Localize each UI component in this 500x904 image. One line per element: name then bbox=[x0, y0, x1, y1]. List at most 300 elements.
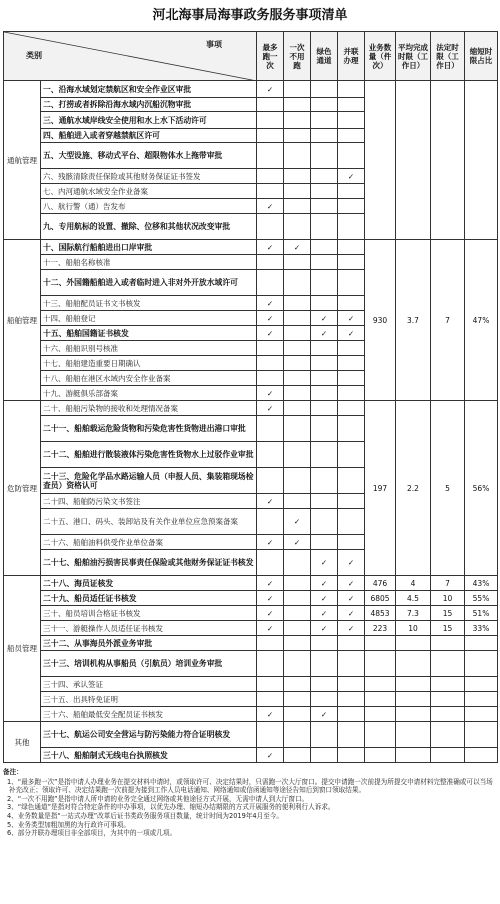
check-mark-icon: ✓ bbox=[320, 313, 328, 323]
item-cell: 二十九、船员适任证书核发 bbox=[41, 591, 257, 606]
check-mark-icon: ✓ bbox=[266, 593, 274, 603]
item-cell: 二十三、危险化学品水路运输人员（申报人员、集装箱现场检查员）资格认可 bbox=[41, 468, 257, 494]
check-cell bbox=[311, 98, 338, 112]
item-cell: 九、专用航标的设置、撤除、位移和其他状况改变审批 bbox=[41, 214, 257, 240]
check-cell bbox=[338, 143, 365, 169]
check-mark-icon: ✓ bbox=[266, 578, 274, 588]
stat-legal: 7 bbox=[431, 576, 465, 591]
check-mark-icon: ✓ bbox=[266, 750, 274, 760]
table-row bbox=[4, 748, 498, 763]
check-cell bbox=[311, 677, 338, 692]
check-cell bbox=[284, 442, 311, 468]
stat-legal bbox=[431, 692, 465, 707]
check-cell bbox=[284, 722, 311, 748]
check-cell bbox=[284, 270, 311, 296]
check-cell bbox=[311, 311, 338, 326]
header-col-2: 一次不用跑 bbox=[284, 32, 311, 81]
check-cell bbox=[257, 255, 284, 270]
check-cell bbox=[257, 535, 284, 550]
check-mark-icon: ✓ bbox=[266, 298, 274, 308]
check-cell bbox=[311, 129, 338, 143]
check-cell bbox=[284, 576, 311, 591]
header-category: 类别 bbox=[26, 51, 42, 60]
check-mark-icon: ✓ bbox=[347, 593, 355, 603]
stat-count bbox=[365, 707, 396, 722]
stat-ratio bbox=[465, 81, 498, 240]
item-cell: 二十四、船舶防污染文书签注 bbox=[41, 494, 257, 509]
check-cell bbox=[311, 494, 338, 509]
check-cell bbox=[284, 621, 311, 636]
note-item: 5、业务类型加粗加黑的为行政许可事项。 bbox=[7, 820, 130, 829]
category-cell: 通航管理 bbox=[4, 81, 41, 240]
item-cell: 三十、船员培训合格证书核发 bbox=[41, 606, 257, 621]
stat-avg bbox=[396, 707, 431, 722]
check-cell bbox=[338, 636, 365, 651]
check-cell bbox=[257, 722, 284, 748]
category-cell: 船舶管理 bbox=[4, 240, 41, 401]
check-mark-icon: ✓ bbox=[347, 608, 355, 618]
check-cell bbox=[284, 98, 311, 112]
check-cell bbox=[257, 468, 284, 494]
table-row bbox=[4, 707, 498, 722]
check-mark-icon: ✓ bbox=[347, 578, 355, 588]
check-cell bbox=[284, 651, 311, 677]
stat-ratio bbox=[465, 651, 498, 677]
check-cell bbox=[338, 326, 365, 341]
notes-label: 备注： bbox=[3, 768, 23, 776]
header-col-7: 法定时限（工作日） bbox=[431, 32, 465, 81]
check-cell bbox=[284, 199, 311, 214]
header-col-3: 绿色通道 bbox=[311, 32, 338, 81]
table-row bbox=[4, 401, 498, 416]
check-cell bbox=[338, 356, 365, 371]
check-cell bbox=[338, 341, 365, 356]
check-mark-icon: ✓ bbox=[347, 558, 355, 567]
stat-avg: 7.3 bbox=[396, 606, 431, 621]
stat-legal: 15 bbox=[431, 606, 465, 621]
check-cell bbox=[311, 442, 338, 468]
stat-ratio: 47% bbox=[465, 240, 498, 401]
table-row bbox=[4, 606, 498, 621]
check-cell bbox=[284, 129, 311, 143]
check-cell bbox=[311, 270, 338, 296]
item-cell: 十七、船舶建造重要日期确认 bbox=[41, 356, 257, 371]
stat-ratio bbox=[465, 707, 498, 722]
check-mark-icon: ✓ bbox=[266, 623, 274, 633]
item-cell: 二十七、船舶油污损害民事责任保险或其他财务保证证书核发 bbox=[41, 550, 257, 576]
check-cell bbox=[284, 535, 311, 550]
item-cell: 三十一、游艇操作人员适任证书核发 bbox=[41, 621, 257, 636]
stat-avg: 10 bbox=[396, 621, 431, 636]
check-cell bbox=[284, 255, 311, 270]
table-row bbox=[4, 692, 498, 707]
item-cell: 八、航行警（通）告发布 bbox=[41, 199, 257, 214]
check-cell bbox=[338, 98, 365, 112]
check-mark-icon: ✓ bbox=[347, 328, 355, 338]
check-mark-icon: ✓ bbox=[266, 388, 274, 398]
check-cell bbox=[257, 442, 284, 468]
header-category-item bbox=[4, 32, 257, 81]
check-cell bbox=[257, 326, 284, 341]
category-cell: 船员管理 bbox=[4, 576, 41, 722]
check-mark-icon: ✓ bbox=[320, 558, 328, 567]
check-cell bbox=[284, 386, 311, 401]
check-cell bbox=[338, 214, 365, 240]
check-cell bbox=[284, 112, 311, 129]
table-row bbox=[4, 81, 498, 98]
check-cell bbox=[311, 722, 338, 748]
stat-count bbox=[365, 636, 396, 651]
check-mark-icon: ✓ bbox=[320, 608, 328, 618]
check-cell bbox=[338, 169, 365, 184]
category-cell: 危防管理 bbox=[4, 401, 41, 576]
item-cell: 二十五、港口、码头、装卸站及有关作业单位应急预案备案 bbox=[41, 509, 257, 535]
notes bbox=[3, 768, 497, 838]
check-cell bbox=[257, 576, 284, 591]
check-cell bbox=[311, 240, 338, 255]
check-cell bbox=[257, 184, 284, 199]
item-cell: 十一、船舶名称核准 bbox=[41, 255, 257, 270]
check-cell bbox=[284, 371, 311, 386]
table-row bbox=[4, 722, 498, 748]
stat-legal: 5 bbox=[431, 401, 465, 576]
check-cell bbox=[257, 606, 284, 621]
check-mark-icon: ✓ bbox=[320, 578, 328, 588]
check-cell bbox=[284, 591, 311, 606]
note-item: 2、“一次不用跑”是指申请人所申请的业务完全通过网络或其他途径方式开展，无需申请人到大厅窗口。 bbox=[7, 794, 309, 803]
stat-avg bbox=[396, 748, 431, 763]
check-cell bbox=[338, 442, 365, 468]
table-row bbox=[4, 677, 498, 692]
item-cell: 三十三、培训机构从事船员（引航员）培训业务审批 bbox=[41, 651, 257, 677]
check-mark-icon: ✓ bbox=[320, 709, 328, 719]
item-cell: 十三、船舶配员证书文书核发 bbox=[41, 296, 257, 311]
item-cell: 三十六、船舶最低安全配员证书核发 bbox=[41, 707, 257, 722]
check-cell bbox=[311, 356, 338, 371]
stat-ratio bbox=[465, 677, 498, 692]
item-cell: 十六、船舶识别号核准 bbox=[41, 341, 257, 356]
check-cell bbox=[338, 748, 365, 763]
check-cell bbox=[338, 255, 365, 270]
note-item: 1、“最多跑一次”是指申请人办理业务在提交材料申请时，或领取许可、决定结果时，只需跑一次大厅窗口。提交申请跑一次前提为所提交申请材料完整准确或可以当场补充改正；领取许可、决定结果跑一次前提为接到工作人员电话通知、网络通知或信函通知等途径告知后到窗口领取结果。 bbox=[7, 777, 493, 795]
header-col-4: 并联办理 bbox=[338, 32, 365, 81]
check-cell bbox=[338, 199, 365, 214]
stat-ratio bbox=[465, 748, 498, 763]
stat-ratio bbox=[465, 722, 498, 748]
table-row bbox=[4, 591, 498, 606]
check-cell bbox=[311, 748, 338, 763]
stat-ratio: 43% bbox=[465, 576, 498, 591]
check-cell bbox=[311, 214, 338, 240]
stat-ratio bbox=[465, 692, 498, 707]
check-cell bbox=[311, 535, 338, 550]
check-mark-icon: ✓ bbox=[266, 84, 274, 94]
check-cell bbox=[257, 270, 284, 296]
item-cell: 二、打捞或者拆除沿海水域内沉船沉物审批 bbox=[41, 98, 257, 112]
item-cell: 五、大型设施、移动式平台、超限物体水上拖带审批 bbox=[41, 143, 257, 169]
check-cell bbox=[338, 677, 365, 692]
stat-ratio bbox=[465, 636, 498, 651]
check-cell bbox=[284, 341, 311, 356]
item-cell: 二十一、船舶载运危险货物和污染危害性货物进出港口审批 bbox=[41, 416, 257, 442]
check-cell bbox=[284, 401, 311, 416]
item-cell: 三十二、从事海员外派业务审批 bbox=[41, 636, 257, 651]
item-cell: 三十四、承认签证 bbox=[41, 677, 257, 692]
check-cell bbox=[338, 535, 365, 550]
item-cell: 十、国际航行船舶进出口岸审批 bbox=[41, 240, 257, 255]
stat-count bbox=[365, 651, 396, 677]
stat-count: 476 bbox=[365, 576, 396, 591]
stat-legal: 15 bbox=[431, 621, 465, 636]
check-mark-icon: ✓ bbox=[293, 517, 301, 526]
check-cell bbox=[257, 341, 284, 356]
check-cell bbox=[284, 509, 311, 535]
item-cell: 二十、船舶污染物的接收和处理情况备案 bbox=[41, 401, 257, 416]
check-mark-icon: ✓ bbox=[266, 242, 274, 252]
check-cell bbox=[311, 576, 338, 591]
check-mark-icon: ✓ bbox=[347, 313, 355, 323]
item-cell: 二十二、船舶进行散装液体污染危害性货物水上过驳作业审批 bbox=[41, 442, 257, 468]
check-mark-icon: ✓ bbox=[266, 537, 274, 547]
check-cell bbox=[257, 550, 284, 576]
service-table bbox=[3, 31, 498, 763]
check-cell bbox=[311, 296, 338, 311]
check-cell bbox=[311, 468, 338, 494]
item-cell: 二十八、海员证核发 bbox=[41, 576, 257, 591]
check-cell bbox=[311, 606, 338, 621]
check-cell bbox=[257, 707, 284, 722]
check-mark-icon: ✓ bbox=[320, 328, 328, 338]
check-cell bbox=[338, 81, 365, 98]
stat-avg: 2.2 bbox=[396, 401, 431, 576]
check-cell bbox=[257, 81, 284, 98]
check-cell bbox=[284, 748, 311, 763]
check-cell bbox=[284, 692, 311, 707]
check-cell bbox=[257, 386, 284, 401]
check-cell bbox=[284, 677, 311, 692]
check-cell bbox=[257, 494, 284, 509]
stat-avg bbox=[396, 692, 431, 707]
table-row bbox=[4, 636, 498, 651]
header-col-5: 业务数量（件次） bbox=[365, 32, 396, 81]
table-row bbox=[4, 621, 498, 636]
check-cell bbox=[338, 371, 365, 386]
check-cell bbox=[311, 621, 338, 636]
item-cell: 三、通航水域岸线安全使用和水上水下活动许可 bbox=[41, 112, 257, 129]
check-cell bbox=[284, 494, 311, 509]
header-col-8: 缩短时限占比 bbox=[465, 32, 498, 81]
check-cell bbox=[257, 311, 284, 326]
item-cell: 三十七、航运公司安全营运与防污染能力符合证明核发 bbox=[41, 722, 257, 748]
check-mark-icon: ✓ bbox=[293, 537, 301, 547]
check-cell bbox=[311, 341, 338, 356]
stat-ratio: 55% bbox=[465, 591, 498, 606]
stat-legal bbox=[431, 748, 465, 763]
check-cell bbox=[311, 550, 338, 576]
check-cell bbox=[338, 311, 365, 326]
check-cell bbox=[311, 386, 338, 401]
check-mark-icon: ✓ bbox=[266, 403, 274, 413]
check-cell bbox=[257, 296, 284, 311]
check-mark-icon: ✓ bbox=[320, 593, 328, 603]
check-cell bbox=[338, 494, 365, 509]
item-cell: 七、内河通航水域安全作业备案 bbox=[41, 184, 257, 199]
item-cell: 三十五、出具特免证明 bbox=[41, 692, 257, 707]
check-cell bbox=[338, 722, 365, 748]
check-cell bbox=[284, 416, 311, 442]
check-mark-icon: ✓ bbox=[266, 496, 274, 506]
item-cell: 十四、船舶登记 bbox=[41, 311, 257, 326]
check-cell bbox=[257, 98, 284, 112]
table-row bbox=[4, 576, 498, 591]
check-cell bbox=[257, 591, 284, 606]
stat-count bbox=[365, 722, 396, 748]
check-cell bbox=[257, 748, 284, 763]
check-cell bbox=[311, 184, 338, 199]
stat-legal bbox=[431, 651, 465, 677]
item-cell: 二十六、船舶油料供受作业单位备案 bbox=[41, 535, 257, 550]
stat-count: 4853 bbox=[365, 606, 396, 621]
stat-avg bbox=[396, 722, 431, 748]
check-cell bbox=[338, 270, 365, 296]
stat-avg: 3.7 bbox=[396, 240, 431, 401]
check-cell bbox=[257, 199, 284, 214]
check-cell bbox=[311, 692, 338, 707]
stat-avg bbox=[396, 677, 431, 692]
check-cell bbox=[311, 255, 338, 270]
check-cell bbox=[257, 356, 284, 371]
check-mark-icon: ✓ bbox=[266, 201, 274, 211]
header-item: 事项 bbox=[206, 40, 222, 49]
check-cell bbox=[257, 636, 284, 651]
check-cell bbox=[257, 692, 284, 707]
check-cell bbox=[311, 199, 338, 214]
check-cell bbox=[338, 621, 365, 636]
check-cell bbox=[284, 240, 311, 255]
check-mark-icon: ✓ bbox=[266, 328, 274, 338]
check-cell bbox=[338, 129, 365, 143]
check-cell bbox=[284, 606, 311, 621]
check-cell bbox=[338, 550, 365, 576]
note-item: 4、业务数量是指“一站式办理”改革后证书类政务服务项目数量，统计时间为2019年4月至今。 bbox=[7, 811, 283, 820]
item-cell: 十九、游艇俱乐部备案 bbox=[41, 386, 257, 401]
item-cell: 十五、船舶国籍证书核发 bbox=[41, 326, 257, 341]
table-row bbox=[4, 651, 498, 677]
stat-legal bbox=[431, 81, 465, 240]
check-cell bbox=[284, 311, 311, 326]
check-cell bbox=[338, 296, 365, 311]
stat-avg bbox=[396, 636, 431, 651]
stat-avg bbox=[396, 651, 431, 677]
check-cell bbox=[257, 509, 284, 535]
check-cell bbox=[311, 651, 338, 677]
stat-legal: 7 bbox=[431, 240, 465, 401]
check-cell bbox=[338, 468, 365, 494]
check-cell bbox=[284, 296, 311, 311]
check-cell bbox=[284, 356, 311, 371]
check-cell bbox=[284, 184, 311, 199]
stat-legal bbox=[431, 707, 465, 722]
header-col-6: 平均完成时限（工作日） bbox=[396, 32, 431, 81]
check-cell bbox=[257, 416, 284, 442]
check-cell bbox=[311, 81, 338, 98]
check-mark-icon: ✓ bbox=[266, 709, 274, 719]
check-cell bbox=[311, 509, 338, 535]
check-cell bbox=[284, 214, 311, 240]
check-mark-icon: ✓ bbox=[320, 623, 328, 633]
item-cell: 一、沿海水域划定禁航区和安全作业区审批 bbox=[41, 81, 257, 98]
check-cell bbox=[338, 692, 365, 707]
check-cell bbox=[257, 214, 284, 240]
check-cell bbox=[311, 416, 338, 442]
check-cell bbox=[338, 401, 365, 416]
check-cell bbox=[257, 169, 284, 184]
check-cell bbox=[338, 509, 365, 535]
check-cell bbox=[338, 651, 365, 677]
check-mark-icon: ✓ bbox=[266, 313, 274, 323]
stat-count: 930 bbox=[365, 240, 396, 401]
item-cell: 四、船舶进入或者穿越禁航区许可 bbox=[41, 129, 257, 143]
table-body bbox=[4, 81, 498, 763]
check-cell bbox=[284, 550, 311, 576]
stat-ratio: 33% bbox=[465, 621, 498, 636]
check-cell bbox=[338, 606, 365, 621]
check-cell bbox=[311, 371, 338, 386]
stat-count bbox=[365, 81, 396, 240]
check-mark-icon: ✓ bbox=[347, 171, 355, 181]
check-cell bbox=[284, 143, 311, 169]
check-cell bbox=[338, 591, 365, 606]
check-cell bbox=[257, 651, 284, 677]
stat-avg: 4.5 bbox=[396, 591, 431, 606]
page-title: 河北海事局海事政务服务事项清单 bbox=[152, 8, 348, 23]
check-cell bbox=[338, 240, 365, 255]
check-cell bbox=[311, 143, 338, 169]
stat-count: 223 bbox=[365, 621, 396, 636]
stat-ratio: 56% bbox=[465, 401, 498, 576]
stat-avg: 4 bbox=[396, 576, 431, 591]
check-cell bbox=[284, 636, 311, 651]
check-cell bbox=[311, 326, 338, 341]
stat-legal: 10 bbox=[431, 591, 465, 606]
check-mark-icon: ✓ bbox=[347, 623, 355, 633]
check-cell bbox=[311, 169, 338, 184]
check-cell bbox=[311, 112, 338, 129]
stat-count: 197 bbox=[365, 401, 396, 576]
check-cell bbox=[284, 707, 311, 722]
check-cell bbox=[311, 401, 338, 416]
item-cell: 十二、外国籍船舶进入或者临时进入非对外开放水域许可 bbox=[41, 270, 257, 296]
item-cell: 十八、船舶在港区水域内安全作业备案 bbox=[41, 371, 257, 386]
check-cell bbox=[257, 621, 284, 636]
stat-legal bbox=[431, 677, 465, 692]
check-cell bbox=[338, 184, 365, 199]
check-cell bbox=[338, 112, 365, 129]
check-cell bbox=[338, 576, 365, 591]
check-cell bbox=[257, 112, 284, 129]
stat-avg bbox=[396, 81, 431, 240]
check-cell bbox=[338, 386, 365, 401]
check-cell bbox=[284, 326, 311, 341]
category-cell: 其他 bbox=[4, 722, 41, 763]
header-col-1: 最多跑一次 bbox=[257, 32, 284, 81]
check-cell bbox=[311, 707, 338, 722]
stat-legal bbox=[431, 636, 465, 651]
stat-legal bbox=[431, 722, 465, 748]
item-cell: 三十八、船舶制式无线电台执照核发 bbox=[41, 748, 257, 763]
check-cell bbox=[257, 677, 284, 692]
stat-count: 6805 bbox=[365, 591, 396, 606]
